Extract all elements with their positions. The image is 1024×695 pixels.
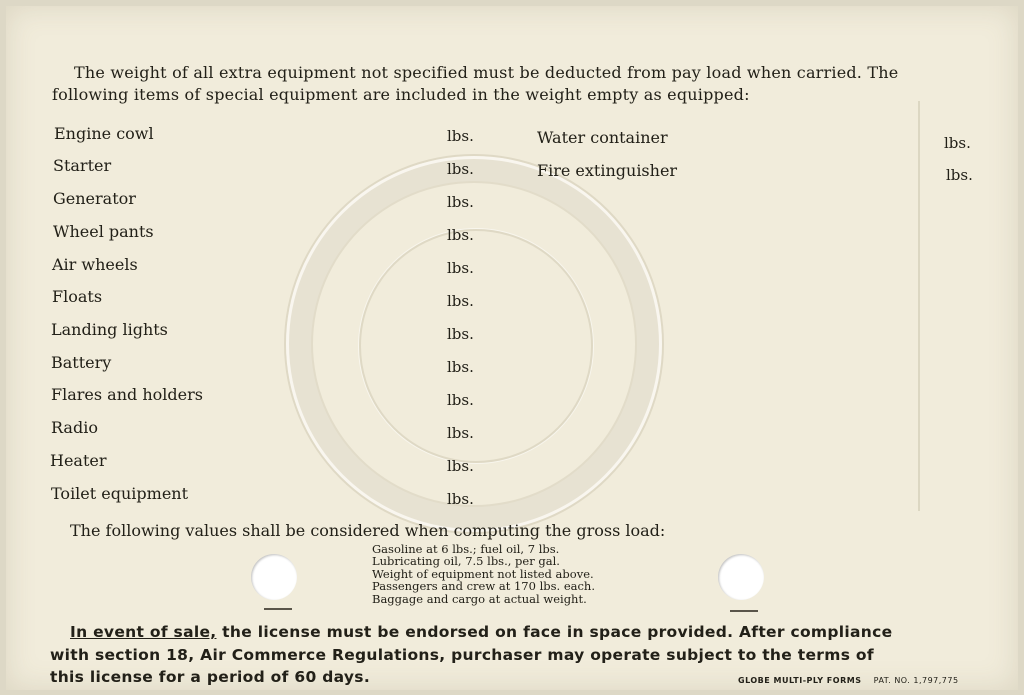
show-through-rule: [918, 101, 920, 511]
patent-number: PAT. NO. 1,797,775: [873, 676, 959, 685]
sale-notice-line-2: with section 18, Air Commerce Regulations, purchaser may operate subject to the terms of: [50, 645, 874, 664]
equipment-label: Fire extinguisher: [537, 161, 678, 180]
gross-load-intro: The following values shall be considered when computing the gross load:: [70, 521, 666, 540]
equipment-label: Generator: [53, 189, 136, 208]
sale-notice-line-3: this license for a period of 60 days.: [50, 668, 371, 686]
equipment-label: Toilet equipment: [51, 484, 189, 503]
sale-notice-line-1: [50, 621, 980, 644]
equipment-label: Engine cowl: [54, 124, 154, 143]
intro-line-1: The weight of all extra equipment not specified must be deducted from pay load when carried. The: [74, 63, 899, 82]
equipment-label: Starter: [53, 156, 112, 175]
equipment-unit: lbs.: [447, 259, 474, 277]
equipment-label: Heater: [50, 451, 107, 470]
equipment-label: Landing lights: [51, 320, 168, 339]
equipment-unit: lbs.: [447, 160, 474, 178]
gross-load-value: Passengers and crew at 170 lbs. each.: [372, 579, 595, 594]
gross-load-value: Lubricating oil, 7.5 lbs., per gal.: [372, 554, 560, 569]
sale-notice-heading: In event of sale,: [70, 623, 217, 641]
printer-imprint: [738, 676, 959, 685]
equipment-unit: lbs.: [447, 292, 474, 310]
equipment-unit: lbs.: [447, 325, 474, 343]
embossed-seal: [286, 156, 662, 532]
equipment-unit: lbs.: [447, 490, 474, 508]
equipment-unit: lbs.: [447, 391, 474, 409]
rule-mark-right: [730, 610, 758, 612]
equipment-label: Flares and holders: [51, 385, 203, 404]
equipment-unit: lbs.: [447, 358, 474, 376]
equipment-unit: lbs.: [447, 226, 474, 244]
equipment-label: Radio: [51, 418, 98, 437]
gross-load-values: [372, 543, 595, 605]
equipment-label: Battery: [51, 353, 112, 372]
intro-paragraph: [52, 62, 982, 106]
equipment-unit: lbs.: [944, 134, 971, 152]
equipment-unit: lbs.: [447, 424, 474, 442]
equipment-label: Air wheels: [52, 255, 138, 274]
equipment-unit: lbs.: [447, 193, 474, 211]
punch-hole-right: [718, 554, 764, 600]
equipment-unit: lbs.: [946, 166, 973, 184]
equipment-label: Water container: [537, 128, 668, 147]
printer-brand: GLOBE MULTI-PLY FORMS: [738, 676, 862, 685]
equipment-unit: lbs.: [447, 457, 474, 475]
rule-mark-left: [264, 608, 292, 610]
punch-hole-left: [251, 554, 297, 600]
equipment-label: Wheel pants: [53, 222, 154, 241]
intro-line-2: following items of special equipment are included in the weight empty as equipped:: [52, 85, 750, 104]
sale-notice-line-1-text: the license must be endorsed on face in space provided. After compliance: [216, 623, 893, 641]
equipment-unit: lbs.: [447, 127, 474, 145]
embossed-seal-inner-ring: [359, 229, 593, 463]
gross-load-value: Weight of equipment not listed above.: [372, 566, 594, 581]
gross-load-value: Gasoline at 6 lbs.; fuel oil, 7 lbs.: [372, 542, 560, 556]
gross-load-value: Baggage and cargo at actual weight.: [372, 591, 587, 606]
equipment-label: Floats: [52, 287, 103, 306]
